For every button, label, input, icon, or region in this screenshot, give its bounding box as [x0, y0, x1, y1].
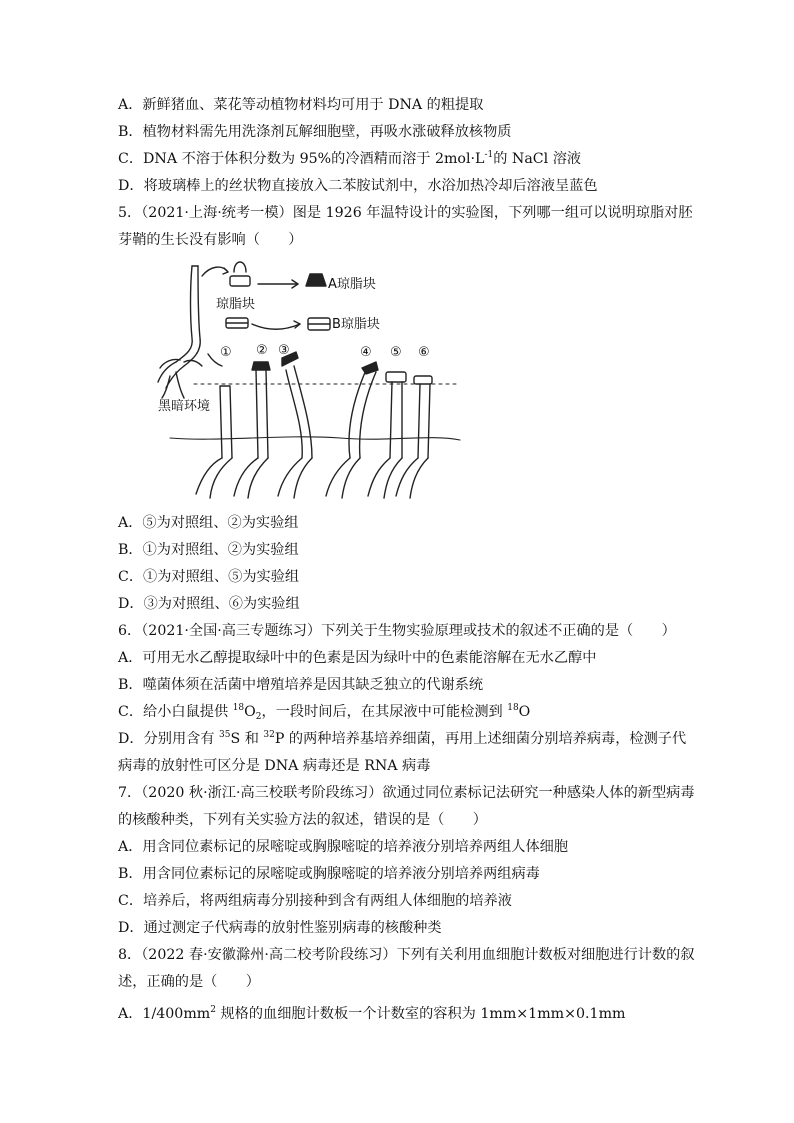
q5-option-a: A．⑤为对照组、②为实验组 [118, 515, 299, 531]
q4-option-c: C．DNA 不溶于体积分数为 95%的冷酒精而溶于 $2mol\cdot L^{-1}$的 NaCl 溶液 [118, 150, 582, 167]
q8-stem-line1: 8．（2022 春·安徽滁州·高二校考阶段练习）下列有关利用血细胞计数板对细胞进行计数的叙 [118, 947, 695, 963]
q7-option-a: A．用含同位素标记的尿嘧啶或胸腺嘧啶的培养液分别培养两组人体细胞 [118, 839, 569, 855]
q6-option-c: C．给小白鼠提供 $^{18}O_2$，一段时间后，在其尿液中可能检测到 $^{18}$O [118, 703, 531, 722]
q4-option-a: A．新鲜猪血、菜花等动植物材料均可用于 DNA 的粗提取 [118, 97, 484, 113]
coleoptile-5 [368, 372, 406, 498]
label-b-agar: B琼脂块 [332, 317, 380, 332]
coleoptile-3 [278, 352, 312, 498]
q6-option-a: A．可用无水乙醇提取绿叶中的色素是因为绿叶中的色素能溶解在无水乙醇中 [118, 650, 597, 666]
arrow-to-b [252, 324, 300, 329]
q6-option-b: B．噬菌体须在活菌中增殖培养是因其缺乏独立的代谢系统 [118, 677, 484, 693]
marker-5: ⑤ [390, 345, 402, 360]
q7-option-d: D．通过测定子代病毒的放射性鉴别病毒的核酸种类 [118, 920, 442, 936]
q4-option-d: D．将玻璃棒上的丝状物直接放入二苯胺试剂中，水浴加热冷却后溶液呈蓝色 [118, 178, 598, 194]
q5-option-c: C．①为对照组、⑤为实验组 [118, 569, 300, 585]
q7-option-c: C．培养后，将两组病毒分别接种到含有两组人体细胞的培养液 [118, 893, 512, 909]
q6-option-d-line1: D．分别用含有 $^{35}$S 和 $^{32}$P 的两种培养基培养细菌，再用上述细菌分别培养病毒，检测子代 [118, 730, 687, 747]
coleoptile-source-drawing [158, 266, 202, 398]
coleoptile-2 [234, 362, 270, 498]
q7-option-b: B．用含同位素标记的尿嘧啶或胸腺嘧啶的培养液分别培养两组病毒 [118, 866, 540, 882]
q6-option-d-line2: 病毒的放射性可区分是 DNA 病毒还是 RNA 病毒 [118, 758, 431, 774]
marker-2: ② [256, 343, 268, 358]
label-a-agar: A琼脂块 [328, 277, 376, 292]
q8-option-a: A．$1/400mm^2$ 规格的血细胞计数板一个计数室的容积为 1mm×1mm×0.1mm [118, 1005, 626, 1022]
q5-option-b: B．①为对照组、②为实验组 [118, 542, 299, 558]
q7-stem-line2: 的核酸种类，下列有关实验方法的叙述，错误的是（ ） [118, 812, 487, 828]
q8-stem-line2: 述，正确的是（ ） [118, 974, 260, 990]
tip-on-agar-drawing [230, 262, 250, 286]
marker-1: ① [220, 345, 232, 360]
q5-option-d: D．③为对照组、⑥为实验组 [118, 596, 300, 612]
coleoptile-4 [326, 362, 378, 498]
label-dark-env: 黑暗环境 [158, 399, 211, 414]
went-experiment-figure [140, 258, 480, 500]
q6-stem: 6．（2021·全国·高三专题练习）下列关于生物实验原理或技术的叙述不正确的是（ ） [118, 623, 676, 639]
q4-option-b: B．植物材料需先用洗涤剂瓦解细胞壁，再吸水涨破释放核物质 [118, 124, 512, 140]
marker-4: ④ [360, 345, 372, 360]
q5-stem-line1: 5．（2021·上海·统考一模）图是 1926 年温特设计的实验图，下列哪一组可以说明琼脂对胚 [118, 205, 693, 221]
q5-stem-line2: 芽鞘的生长没有影响（ ） [118, 232, 303, 248]
marker-6: ⑥ [418, 345, 430, 360]
marker-3: ③ [278, 343, 290, 358]
q7-stem-line1: 7．（2020 秋·浙江·高三校联考阶段练习）欲通过同位素标记法研究一种感染人体的新型病毒 [118, 785, 695, 801]
label-agar: 琼脂块 [216, 297, 256, 312]
